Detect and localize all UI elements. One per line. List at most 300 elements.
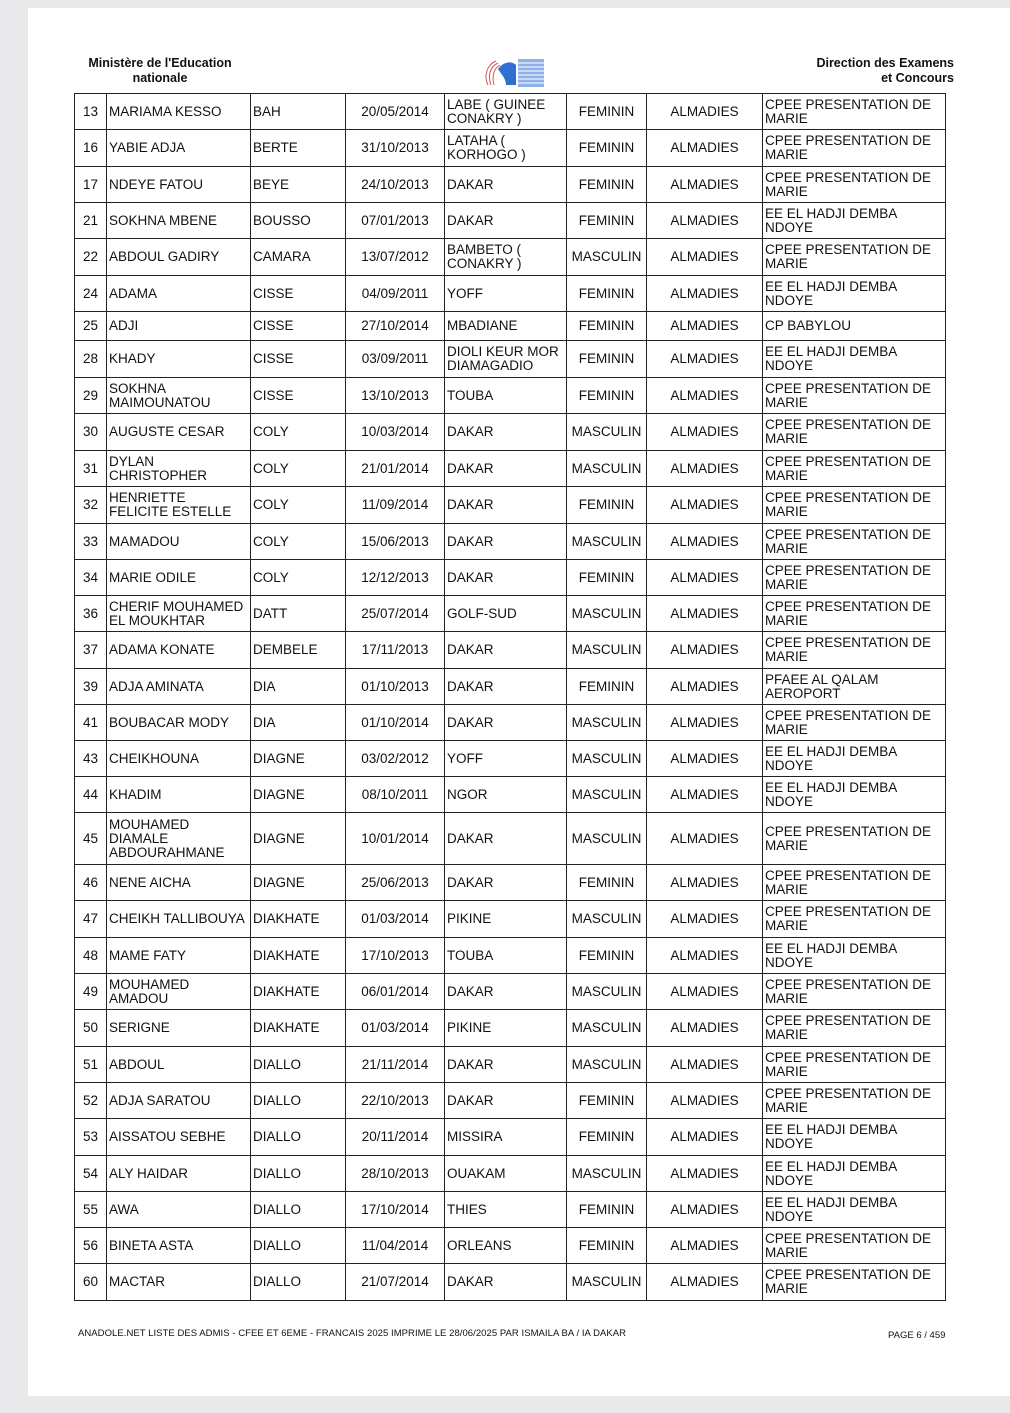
first-name-cell: HENRIETTE FELICITE ESTELLE [107, 487, 251, 524]
sex-cell: FEMININ [567, 167, 647, 203]
first-name-cell: MOUHAMED AMADOU [107, 974, 251, 1010]
school-cell: CPEE PRESENTATION DE MARIE [763, 167, 946, 203]
row-number: 28 [75, 341, 107, 378]
first-name-cell: YABIE ADJA [107, 130, 251, 167]
birth-date-cell: 21/01/2014 [346, 451, 445, 487]
document-page [28, 8, 1010, 1396]
exam-center-cell: ALMADIES [647, 1047, 763, 1083]
last-name-cell: DIAGNE [251, 813, 346, 865]
exam-center-cell: ALMADIES [647, 901, 763, 938]
row-number: 21 [75, 203, 107, 239]
birth-date-cell: 17/10/2013 [346, 938, 445, 974]
sex-cell: MASCULIN [567, 901, 647, 938]
birth-place-cell: DAKAR [445, 414, 567, 451]
birth-date-cell: 20/05/2014 [346, 94, 445, 130]
row-number: 48 [75, 938, 107, 974]
birth-date-cell: 15/06/2013 [346, 524, 445, 560]
school-cell: CPEE PRESENTATION DE MARIE [763, 239, 946, 276]
table-row [75, 276, 946, 312]
school-cell: CPEE PRESENTATION DE MARIE [763, 705, 946, 741]
table-row [75, 813, 946, 865]
exam-center-cell: ALMADIES [647, 239, 763, 276]
sex-cell: MASCULIN [567, 1156, 647, 1192]
row-number: 31 [75, 451, 107, 487]
sex-cell: FEMININ [567, 1228, 647, 1264]
birth-place-cell: DAKAR [445, 1047, 567, 1083]
table-row [75, 632, 946, 669]
last-name-cell: DIAKHATE [251, 1010, 346, 1047]
row-number: 32 [75, 487, 107, 524]
ministry-line-1: Ministère de l'Education [88, 56, 232, 70]
last-name-cell: DIAGNE [251, 777, 346, 813]
birth-date-cell: 27/10/2014 [346, 312, 445, 341]
exam-center-cell: ALMADIES [647, 741, 763, 777]
birth-place-cell: DAKAR [445, 524, 567, 560]
school-cell: CPEE PRESENTATION DE MARIE [763, 596, 946, 632]
birth-place-cell: DIOLI KEUR MOR DIAMAGADIO [445, 341, 567, 378]
row-number: 34 [75, 560, 107, 596]
birth-date-cell: 17/10/2014 [346, 1192, 445, 1228]
row-number: 41 [75, 705, 107, 741]
table-row [75, 451, 946, 487]
birth-place-cell: LABE ( GUINEE CONAKRY ) [445, 94, 567, 130]
exam-center-cell: ALMADIES [647, 1156, 763, 1192]
birth-date-cell: 04/09/2011 [346, 276, 445, 312]
first-name-cell: ADJA AMINATA [107, 669, 251, 705]
birth-place-cell: DAKAR [445, 813, 567, 865]
table-row [75, 1264, 946, 1301]
exam-center-cell: ALMADIES [647, 378, 763, 414]
sex-cell: MASCULIN [567, 414, 647, 451]
birth-place-cell: YOFF [445, 741, 567, 777]
birth-place-cell: DAKAR [445, 669, 567, 705]
row-number: 49 [75, 974, 107, 1010]
birth-place-cell: DAKAR [445, 1264, 567, 1301]
last-name-cell: CISSE [251, 378, 346, 414]
birth-date-cell: 10/01/2014 [346, 813, 445, 865]
sex-cell: FEMININ [567, 865, 647, 901]
row-number: 24 [75, 276, 107, 312]
exam-center-cell: ALMADIES [647, 341, 763, 378]
first-name-cell: ALY HAIDAR [107, 1156, 251, 1192]
school-cell: CPEE PRESENTATION DE MARIE [763, 451, 946, 487]
birth-place-cell: DAKAR [445, 167, 567, 203]
birth-date-cell: 01/03/2014 [346, 901, 445, 938]
school-cell: EE EL HADJI DEMBA NDOYE [763, 1156, 946, 1192]
row-number: 17 [75, 167, 107, 203]
sex-cell: MASCULIN [567, 813, 647, 865]
exam-center-cell: ALMADIES [647, 1010, 763, 1047]
row-number: 43 [75, 741, 107, 777]
last-name-cell: DIALLO [251, 1119, 346, 1156]
last-name-cell: BAH [251, 94, 346, 130]
row-number: 22 [75, 239, 107, 276]
first-name-cell: AISSATOU SEBHE [107, 1119, 251, 1156]
first-name-cell: MOUHAMED DIAMALE ABDOURAHMANE [107, 813, 251, 865]
birth-date-cell: 11/09/2014 [346, 487, 445, 524]
school-cell: CPEE PRESENTATION DE MARIE [763, 1083, 946, 1119]
first-name-cell: MARIAMA KESSO [107, 94, 251, 130]
exam-center-cell: ALMADIES [647, 203, 763, 239]
row-number: 54 [75, 1156, 107, 1192]
table-row [75, 777, 946, 813]
school-cell: CPEE PRESENTATION DE MARIE [763, 524, 946, 560]
birth-place-cell: TOUBA [445, 938, 567, 974]
last-name-cell: COLY [251, 524, 346, 560]
school-cell: EE EL HADJI DEMBA NDOYE [763, 203, 946, 239]
school-cell: EE EL HADJI DEMBA NDOYE [763, 341, 946, 378]
birth-date-cell: 07/01/2013 [346, 203, 445, 239]
birth-date-cell: 01/03/2014 [346, 1010, 445, 1047]
table-row [75, 741, 946, 777]
exam-center-cell: ALMADIES [647, 938, 763, 974]
table-row [75, 1156, 946, 1192]
row-number: 13 [75, 94, 107, 130]
table-row [75, 1192, 946, 1228]
birth-date-cell: 01/10/2013 [346, 669, 445, 705]
last-name-cell: BERTE [251, 130, 346, 167]
sex-cell: FEMININ [567, 341, 647, 378]
birth-place-cell: NGOR [445, 777, 567, 813]
birth-date-cell: 20/11/2014 [346, 1119, 445, 1156]
ministry-header [80, 56, 240, 86]
first-name-cell: DYLAN CHRISTOPHER [107, 451, 251, 487]
exam-center-cell: ALMADIES [647, 865, 763, 901]
table-row [75, 1228, 946, 1264]
last-name-cell: DIALLO [251, 1047, 346, 1083]
table-row [75, 1047, 946, 1083]
birth-date-cell: 21/11/2014 [346, 1047, 445, 1083]
first-name-cell: NENE AICHA [107, 865, 251, 901]
exam-center-cell: ALMADIES [647, 94, 763, 130]
birth-date-cell: 28/10/2013 [346, 1156, 445, 1192]
birth-place-cell: ORLEANS [445, 1228, 567, 1264]
last-name-cell: DIALLO [251, 1192, 346, 1228]
table-row [75, 378, 946, 414]
sex-cell: MASCULIN [567, 596, 647, 632]
school-cell: EE EL HADJI DEMBA NDOYE [763, 777, 946, 813]
table-row [75, 596, 946, 632]
sex-cell: FEMININ [567, 312, 647, 341]
exam-center-cell: ALMADIES [647, 1192, 763, 1228]
first-name-cell: ABDOUL [107, 1047, 251, 1083]
last-name-cell: BEYE [251, 167, 346, 203]
school-cell: CPEE PRESENTATION DE MARIE [763, 487, 946, 524]
first-name-cell: MAME FATY [107, 938, 251, 974]
sex-cell: FEMININ [567, 938, 647, 974]
school-cell: EE EL HADJI DEMBA NDOYE [763, 1192, 946, 1228]
school-cell: CPEE PRESENTATION DE MARIE [763, 414, 946, 451]
sex-cell: MASCULIN [567, 1010, 647, 1047]
birth-date-cell: 25/06/2013 [346, 865, 445, 901]
birth-date-cell: 31/10/2013 [346, 130, 445, 167]
last-name-cell: COLY [251, 414, 346, 451]
first-name-cell: KHADIM [107, 777, 251, 813]
birth-date-cell: 22/10/2013 [346, 1083, 445, 1119]
last-name-cell: DIAGNE [251, 741, 346, 777]
school-cell: CPEE PRESENTATION DE MARIE [763, 974, 946, 1010]
school-cell: CPEE PRESENTATION DE MARIE [763, 1010, 946, 1047]
last-name-cell: DIAKHATE [251, 974, 346, 1010]
last-name-cell: CISSE [251, 341, 346, 378]
birth-date-cell: 08/10/2011 [346, 777, 445, 813]
exam-center-cell: ALMADIES [647, 813, 763, 865]
table-row [75, 865, 946, 901]
table-row [75, 487, 946, 524]
first-name-cell: ADJA SARATOU [107, 1083, 251, 1119]
school-cell: CP BABYLOU [763, 312, 946, 341]
school-cell: EE EL HADJI DEMBA NDOYE [763, 938, 946, 974]
last-name-cell: CAMARA [251, 239, 346, 276]
sex-cell: FEMININ [567, 378, 647, 414]
first-name-cell: AWA [107, 1192, 251, 1228]
row-number: 50 [75, 1010, 107, 1047]
exam-center-cell: ALMADIES [647, 596, 763, 632]
row-number: 37 [75, 632, 107, 669]
birth-place-cell: THIES [445, 1192, 567, 1228]
birth-place-cell: DAKAR [445, 487, 567, 524]
birth-date-cell: 21/07/2014 [346, 1264, 445, 1301]
exam-center-cell: ALMADIES [647, 1083, 763, 1119]
school-cell: CPEE PRESENTATION DE MARIE [763, 94, 946, 130]
first-name-cell: CHEIKHOUNA [107, 741, 251, 777]
birth-date-cell: 24/10/2013 [346, 167, 445, 203]
row-number: 53 [75, 1119, 107, 1156]
exam-center-cell: ALMADIES [647, 130, 763, 167]
table-row [75, 974, 946, 1010]
sex-cell: MASCULIN [567, 741, 647, 777]
row-number: 16 [75, 130, 107, 167]
birth-place-cell: DAKAR [445, 705, 567, 741]
sex-cell: FEMININ [567, 94, 647, 130]
birth-date-cell: 17/11/2013 [346, 632, 445, 669]
last-name-cell: DIAKHATE [251, 938, 346, 974]
row-number: 36 [75, 596, 107, 632]
exam-center-cell: ALMADIES [647, 312, 763, 341]
school-cell: PFAEE AL QALAM AEROPORT [763, 669, 946, 705]
birth-date-cell: 11/04/2014 [346, 1228, 445, 1264]
birth-place-cell: BAMBETO ( CONAKRY ) [445, 239, 567, 276]
admitted-list-table [74, 93, 946, 1301]
sex-cell: FEMININ [567, 1192, 647, 1228]
sex-cell: MASCULIN [567, 524, 647, 560]
table-row [75, 705, 946, 741]
first-name-cell: MARIE ODILE [107, 560, 251, 596]
first-name-cell: CHERIF MOUHAMED EL MOUKHTAR [107, 596, 251, 632]
birth-place-cell: YOFF [445, 276, 567, 312]
last-name-cell: DIA [251, 705, 346, 741]
first-name-cell: KHADY [107, 341, 251, 378]
exam-center-cell: ALMADIES [647, 974, 763, 1010]
last-name-cell: DIALLO [251, 1228, 346, 1264]
sex-cell: FEMININ [567, 560, 647, 596]
first-name-cell: ADAMA [107, 276, 251, 312]
school-cell: CPEE PRESENTATION DE MARIE [763, 130, 946, 167]
row-number: 56 [75, 1228, 107, 1264]
directorate-line-1: Direction des Examens [816, 56, 954, 70]
birth-place-cell: DAKAR [445, 632, 567, 669]
row-number: 55 [75, 1192, 107, 1228]
last-name-cell: BOUSSO [251, 203, 346, 239]
table-row [75, 1083, 946, 1119]
school-cell: CPEE PRESENTATION DE MARIE [763, 560, 946, 596]
row-number: 52 [75, 1083, 107, 1119]
first-name-cell: ADJI [107, 312, 251, 341]
birth-date-cell: 13/07/2012 [346, 239, 445, 276]
exam-center-cell: ALMADIES [647, 705, 763, 741]
sex-cell: MASCULIN [567, 777, 647, 813]
birth-place-cell: GOLF-SUD [445, 596, 567, 632]
last-name-cell: DATT [251, 596, 346, 632]
school-cell: CPEE PRESENTATION DE MARIE [763, 901, 946, 938]
last-name-cell: DIALLO [251, 1083, 346, 1119]
row-number: 45 [75, 813, 107, 865]
birth-place-cell: DAKAR [445, 560, 567, 596]
school-cell: CPEE PRESENTATION DE MARIE [763, 378, 946, 414]
exam-center-cell: ALMADIES [647, 560, 763, 596]
birth-place-cell: LATAHA ( KORHOGO ) [445, 130, 567, 167]
exam-center-cell: ALMADIES [647, 1264, 763, 1301]
table-row [75, 669, 946, 705]
first-name-cell: AUGUSTE CESAR [107, 414, 251, 451]
birth-place-cell: PIKINE [445, 901, 567, 938]
table-row [75, 167, 946, 203]
sex-cell: FEMININ [567, 203, 647, 239]
exam-center-cell: ALMADIES [647, 167, 763, 203]
table-row [75, 901, 946, 938]
last-name-cell: DIAGNE [251, 865, 346, 901]
last-name-cell: COLY [251, 560, 346, 596]
row-number: 51 [75, 1047, 107, 1083]
sex-cell: MASCULIN [567, 1047, 647, 1083]
table-row [75, 312, 946, 341]
first-name-cell: ADAMA KONATE [107, 632, 251, 669]
last-name-cell: COLY [251, 451, 346, 487]
table-row [75, 938, 946, 974]
sex-cell: MASCULIN [567, 1264, 647, 1301]
school-cell: EE EL HADJI DEMBA NDOYE [763, 276, 946, 312]
ministry-logo-icon [480, 55, 548, 91]
first-name-cell: SOKHNA MBENE [107, 203, 251, 239]
first-name-cell: BINETA ASTA [107, 1228, 251, 1264]
birth-date-cell: 03/09/2011 [346, 341, 445, 378]
school-cell: CPEE PRESENTATION DE MARIE [763, 865, 946, 901]
first-name-cell: MAMADOU [107, 524, 251, 560]
table-row [75, 1119, 946, 1156]
table-row [75, 203, 946, 239]
first-name-cell: NDEYE FATOU [107, 167, 251, 203]
exam-center-cell: ALMADIES [647, 451, 763, 487]
footer-print-info: ANADOLE.NET LISTE DES ADMIS - CFEE ET 6EME - FRANCAIS 2025 IMPRIME LE 28/06/2025 PAR ISMAILA BA / IA DAKAR [78, 1328, 627, 1339]
sex-cell: FEMININ [567, 487, 647, 524]
exam-center-cell: ALMADIES [647, 1119, 763, 1156]
sex-cell: FEMININ [567, 130, 647, 167]
table-row [75, 239, 946, 276]
last-name-cell: CISSE [251, 312, 346, 341]
school-cell: EE EL HADJI DEMBA NDOYE [763, 741, 946, 777]
row-number: 30 [75, 414, 107, 451]
last-name-cell: DIALLO [251, 1264, 346, 1301]
birth-place-cell: DAKAR [445, 203, 567, 239]
sex-cell: MASCULIN [567, 632, 647, 669]
sex-cell: MASCULIN [567, 705, 647, 741]
exam-center-cell: ALMADIES [647, 1228, 763, 1264]
directorate-line-2: et Concours [881, 71, 954, 85]
last-name-cell: CISSE [251, 276, 346, 312]
row-number: 46 [75, 865, 107, 901]
sex-cell: FEMININ [567, 669, 647, 705]
row-number: 25 [75, 312, 107, 341]
birth-date-cell: 25/07/2014 [346, 596, 445, 632]
exam-center-cell: ALMADIES [647, 524, 763, 560]
last-name-cell: DEMBELE [251, 632, 346, 669]
first-name-cell: SOKHNA MAIMOUNATOU [107, 378, 251, 414]
directorate-header [784, 56, 954, 86]
school-cell: CPEE PRESENTATION DE MARIE [763, 632, 946, 669]
birth-place-cell: MBADIANE [445, 312, 567, 341]
last-name-cell: COLY [251, 487, 346, 524]
birth-date-cell: 01/10/2014 [346, 705, 445, 741]
first-name-cell: SERIGNE [107, 1010, 251, 1047]
table-row [75, 414, 946, 451]
first-name-cell: MACTAR [107, 1264, 251, 1301]
sex-cell: FEMININ [567, 1119, 647, 1156]
exam-center-cell: ALMADIES [647, 276, 763, 312]
exam-center-cell: ALMADIES [647, 487, 763, 524]
birth-place-cell: MISSIRA [445, 1119, 567, 1156]
row-number: 33 [75, 524, 107, 560]
birth-date-cell: 06/01/2014 [346, 974, 445, 1010]
first-name-cell: ABDOUL GADIRY [107, 239, 251, 276]
birth-place-cell: DAKAR [445, 974, 567, 1010]
birth-date-cell: 10/03/2014 [346, 414, 445, 451]
table-row [75, 560, 946, 596]
sex-cell: FEMININ [567, 276, 647, 312]
birth-date-cell: 03/02/2012 [346, 741, 445, 777]
school-cell: EE EL HADJI DEMBA NDOYE [763, 1119, 946, 1156]
table-row [75, 524, 946, 560]
birth-date-cell: 12/12/2013 [346, 560, 445, 596]
first-name-cell: CHEIKH TALLIBOUYA [107, 901, 251, 938]
birth-place-cell: TOUBA [445, 378, 567, 414]
row-number: 39 [75, 669, 107, 705]
table-row [75, 94, 946, 130]
row-number: 29 [75, 378, 107, 414]
row-number: 60 [75, 1264, 107, 1301]
row-number: 44 [75, 777, 107, 813]
school-cell: CPEE PRESENTATION DE MARIE [763, 1047, 946, 1083]
sex-cell: MASCULIN [567, 239, 647, 276]
exam-center-cell: ALMADIES [647, 669, 763, 705]
birth-place-cell: DAKAR [445, 451, 567, 487]
birth-place-cell: PIKINE [445, 1010, 567, 1047]
first-name-cell: BOUBACAR MODY [107, 705, 251, 741]
row-number: 47 [75, 901, 107, 938]
birth-place-cell: OUAKAM [445, 1156, 567, 1192]
exam-center-cell: ALMADIES [647, 777, 763, 813]
school-cell: CPEE PRESENTATION DE MARIE [763, 1264, 946, 1301]
exam-center-cell: ALMADIES [647, 632, 763, 669]
last-name-cell: DIALLO [251, 1156, 346, 1192]
sex-cell: MASCULIN [567, 974, 647, 1010]
school-cell: CPEE PRESENTATION DE MARIE [763, 813, 946, 865]
table-row [75, 1010, 946, 1047]
table-row [75, 341, 946, 378]
last-name-cell: DIA [251, 669, 346, 705]
birth-place-cell: DAKAR [445, 865, 567, 901]
ministry-line-2: nationale [132, 71, 188, 85]
school-cell: CPEE PRESENTATION DE MARIE [763, 1228, 946, 1264]
